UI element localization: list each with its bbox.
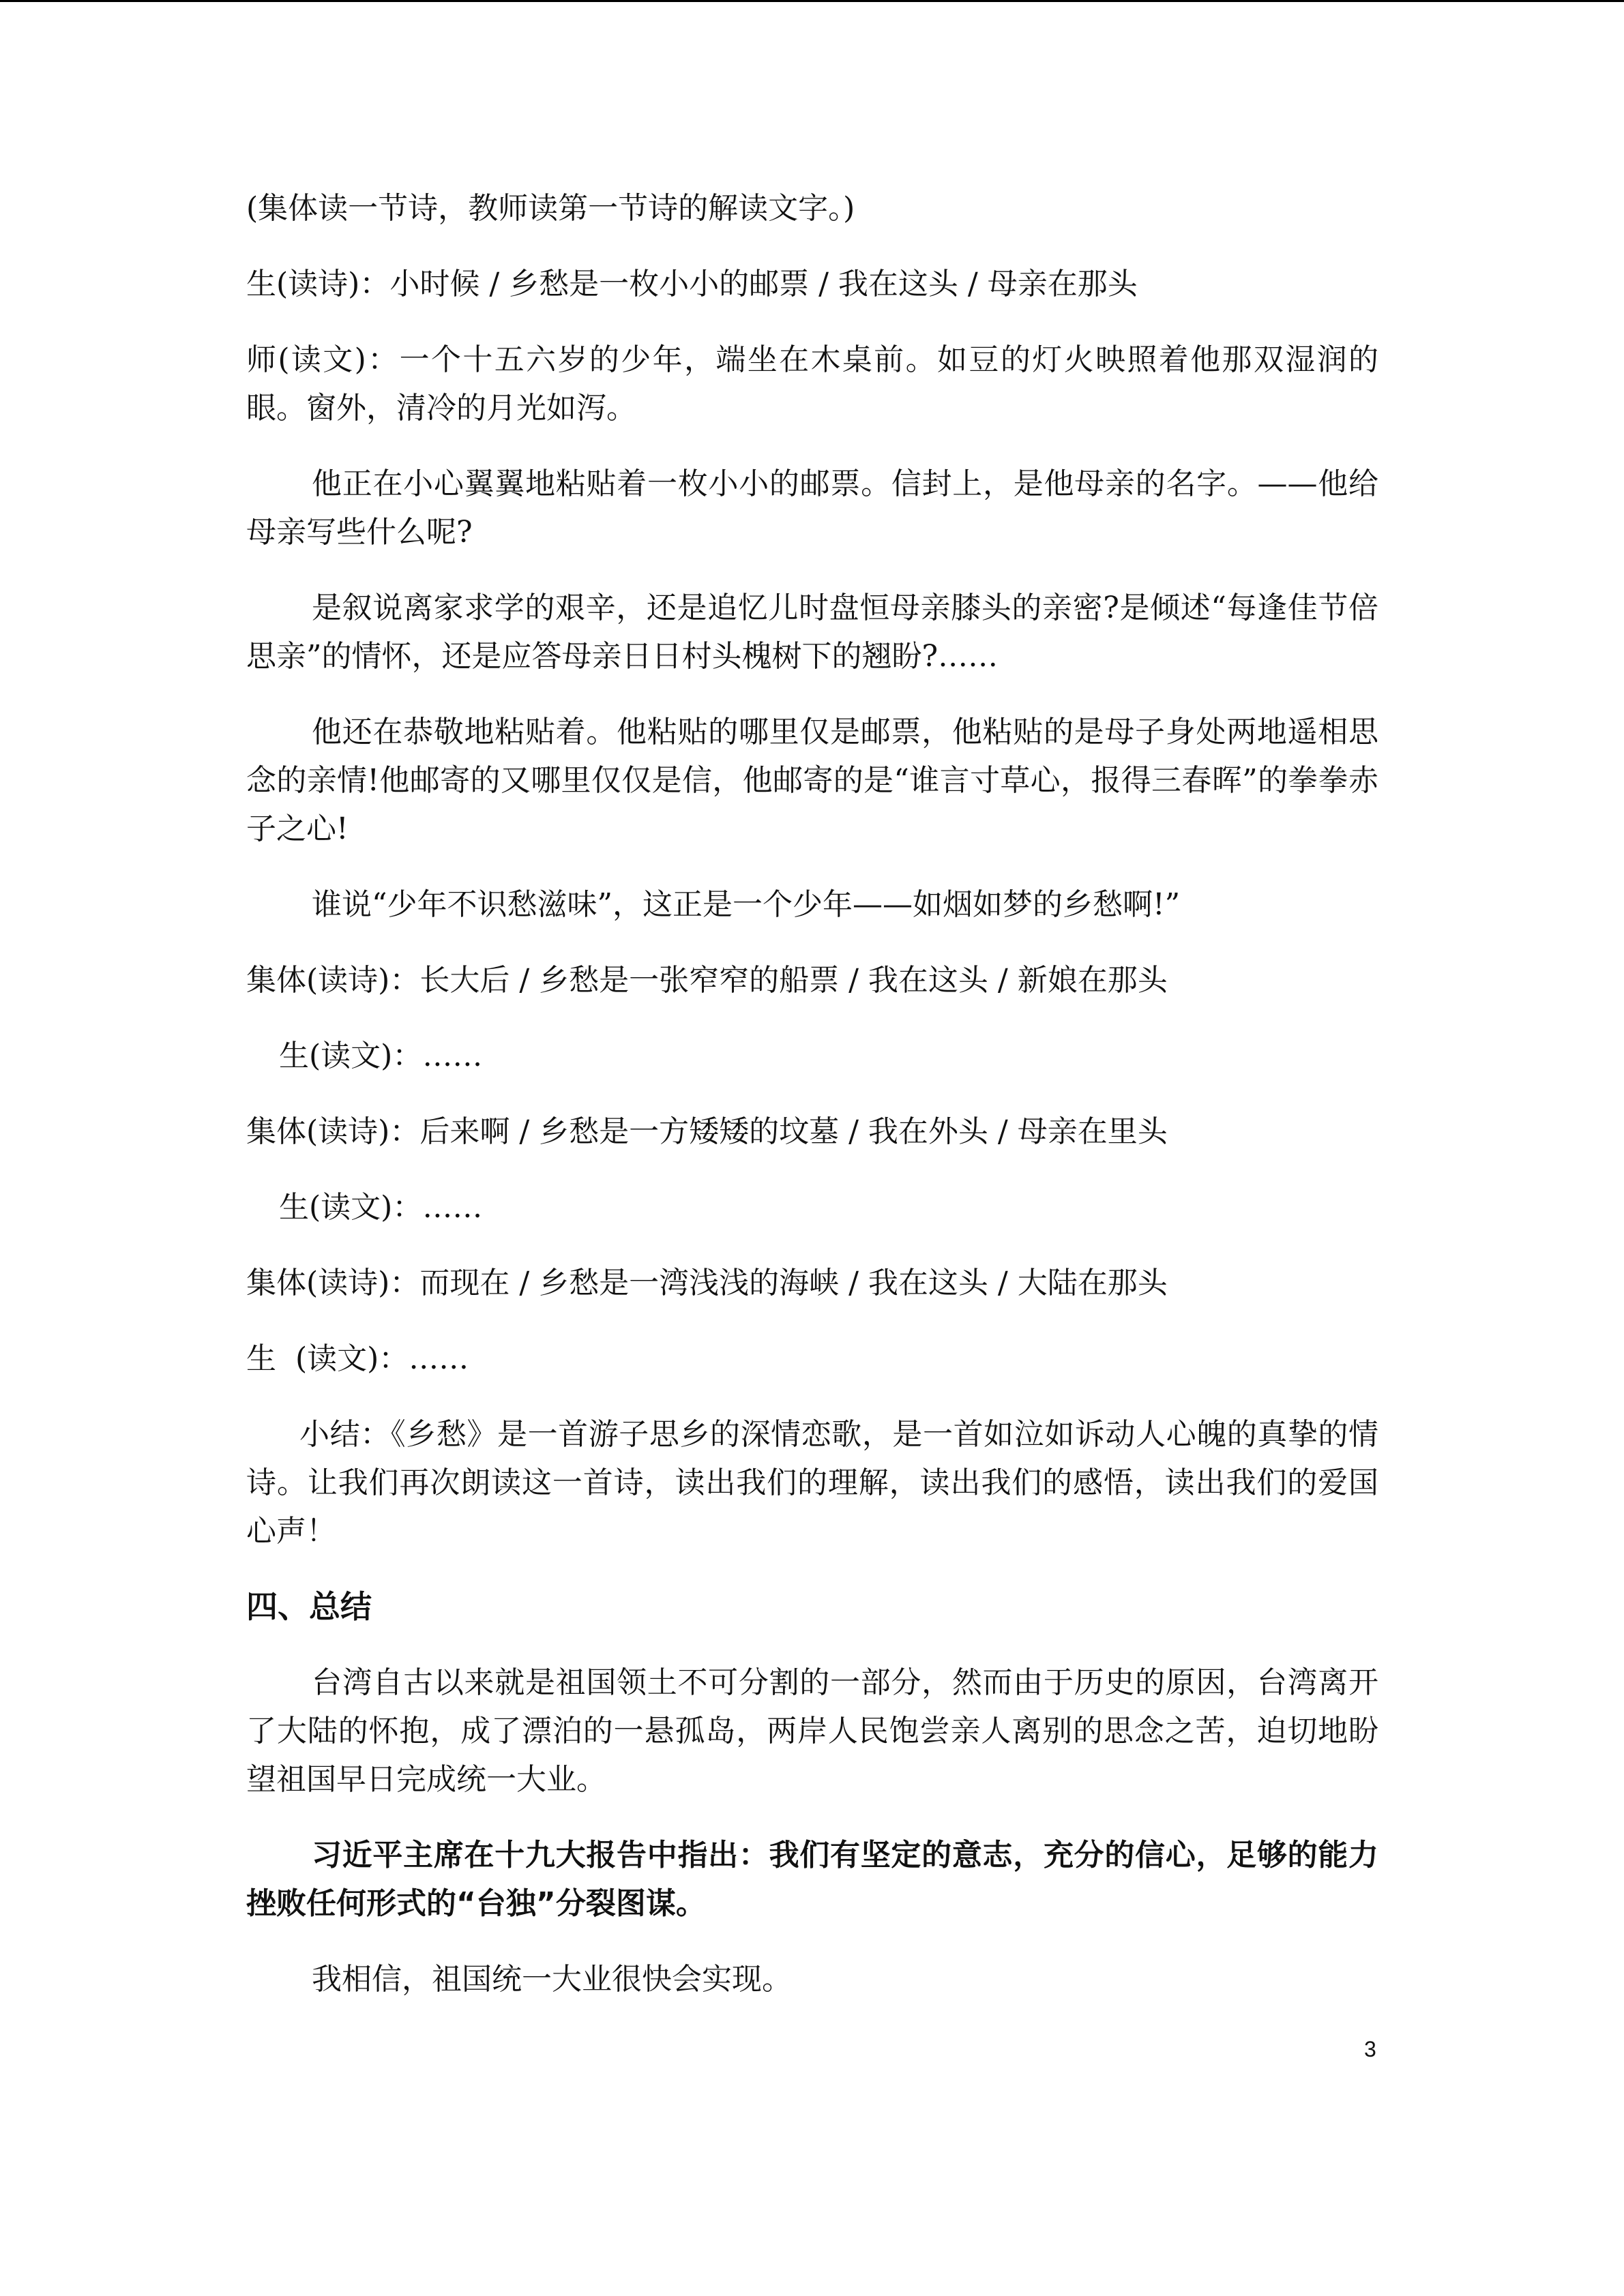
page-top-border xyxy=(0,0,1624,2)
body-paragraph: 他正在小心翼翼地粘贴着一枚小小的邮票。信封上，是他母亲的名字。——他给母亲写些什么呢? xyxy=(246,466,1378,550)
student-reading: 生(读文)：…… xyxy=(279,1190,483,1225)
body-paragraph: 我相信，祖国统一大业很快会实现。 xyxy=(312,1962,792,1997)
stage-direction: (集体读一节诗，教师读第一节诗的解读文字。) xyxy=(246,191,855,226)
summary-paragraph: 小结：《乡愁》是一首游子思乡的深情恋歌，是一首如泣如诉动人心魄的真挚的情诗。让我们再次朗读这一首诗，读出我们的理解，读出我们的感悟，读出我们的爱国心声！ xyxy=(246,1417,1378,1549)
section-heading: 四、总结 xyxy=(246,1588,372,1625)
body-paragraph: 谁说“少年不识愁滋味”，这正是一个少年——如烟如梦的乡愁啊!” xyxy=(312,887,1181,922)
page-number: 3 xyxy=(1364,2037,1376,2061)
teacher-reading: 师(读文)：一个十五六岁的少年，端坐在木桌前。如豆的灯火映照着他那双湿润的眼。窗外，清冷的月光如泻。 xyxy=(246,342,1378,426)
body-paragraph: 台湾自古以来就是祖国领土不可分割的一部分，然而由于历史的原因，台湾离开了大陆的怀抱，成了漂泊的一悬孤岛，两岸人民饱尝亲人离别的思念之苦，迫切地盼望祖国早日完成统一大业。 xyxy=(246,1665,1378,1797)
student-reading: 生(读文)：…… xyxy=(279,1039,483,1073)
body-paragraph: 是叙说离家求学的艰辛，还是追忆儿时盘恒母亲膝头的亲密?是倾述“每逢佳节倍思亲”的情怀，还是应答母亲日日村头槐树下的翘盼?…… xyxy=(246,591,1378,674)
bold-quote-paragraph: 习近平主席在十九大报告中指出：我们有坚定的意志，充分的信心，足够的能力挫败任何形式的“台独”分裂图谋。 xyxy=(246,1838,1378,1921)
group-poem-line: 集体(读诗)：而现在 / 乡愁是一湾浅浅的海峡 / 我在这头 / 大陆在那头 xyxy=(246,1266,1168,1300)
student-poem-line: 生(读诗)：小时候 / 乡愁是一枚小小的邮票 / 我在这头 / 母亲在那头 xyxy=(246,267,1138,301)
body-paragraph: 他还在恭敬地粘贴着。他粘贴的哪里仅是邮票，他粘贴的是母子身处两地遥相思念的亲情!他邮寄的又哪里仅仅是信，他邮寄的是“谁言寸草心，报得三春晖”的拳拳赤子之心! xyxy=(246,715,1378,846)
document-body xyxy=(246,184,1378,2003)
group-poem-line: 集体(读诗)：后来啊 / 乡愁是一方矮矮的坟墓 / 我在外头 / 母亲在里头 xyxy=(246,1114,1168,1149)
group-poem-line: 集体(读诗)：长大后 / 乡愁是一张窄窄的船票 / 我在这头 / 新娘在那头 xyxy=(246,963,1168,998)
student-reading: 生 (读文)：…… xyxy=(246,1341,469,1376)
